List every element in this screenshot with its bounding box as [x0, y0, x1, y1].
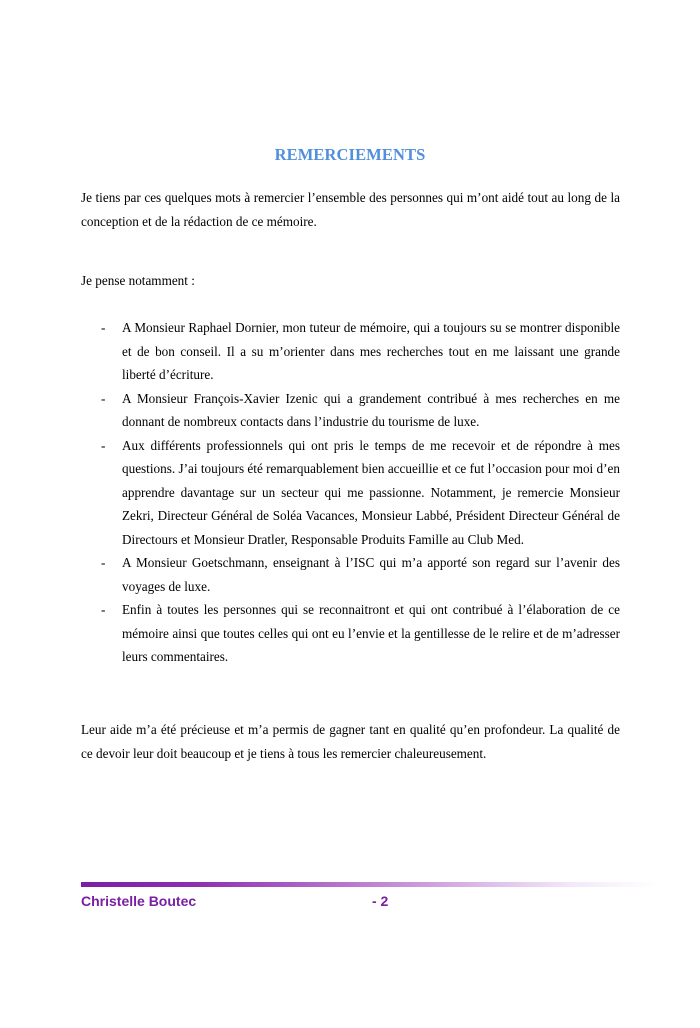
list-item-text: Aux différents professionnels qui ont pris le temps de me recevoir et de répondre à mes questions. J’ai toujours été remarquablement bien accueillie et ce fut l’occasion pour moi d’en apprendre davantage sur un secteur qui me passionne. Notamment, je remercie Monsieur Zekri, Directeur Général de Soléa Vacances, Monsieur Labbé, Président Directeur Général de Directours et Monsieur Dratler, Responsable Produits Famille au Club Med.	[122, 437, 620, 547]
bullet-marker: -	[101, 437, 106, 453]
bullet-marker: -	[101, 555, 106, 570]
footer-page-number: - 2	[372, 893, 389, 909]
list-item	[81, 598, 620, 669]
list-item	[81, 434, 620, 552]
closing-paragraph: Leur aide m’a été précieuse et m’a permis de gagner tant en qualité qu’en profondeur. La qualité de ce devoir leur doit beaucoup et je tiens à tous les remercier chaleureusement.	[81, 722, 620, 761]
list-item-text: A Monsieur Raphael Dornier, mon tuteur de mémoire, qui a toujours su se montrer disponible et de bon conseil. Il a su m’orienter dans mes recherches tout en me laissant une grande liberté d’écriture.	[122, 320, 620, 382]
bullet-marker: -	[101, 602, 106, 617]
list-item	[81, 387, 620, 434]
footer-author: Christelle Boutec	[81, 893, 197, 909]
bullet-marker: -	[101, 390, 106, 406]
bullet-marker: -	[101, 320, 106, 335]
list-item	[81, 316, 620, 387]
list-item	[81, 551, 620, 598]
list-item-text: Enfin à toutes les personnes qui se reconnaitront et qui ont contribué à l’élaboration de ce mémoire ainsi que toutes celles qui ont eu l’envie et la gentillesse de le relire et de m’adresser leurs commentaires.	[122, 602, 620, 664]
acknowledgement-list	[81, 316, 620, 669]
footer-divider	[81, 882, 657, 887]
page-title: REMERCIEMENTS	[274, 145, 426, 164]
lead-paragraph: Je pense notamment :	[81, 273, 195, 288]
list-item-text: A Monsieur Goetschmann, enseignant à l’ISC qui m’a apporté son regard sur l’avenir des voyages de luxe.	[122, 555, 620, 594]
list-item-text: A Monsieur François-Xavier Izenic qui a grandement contribué à mes recherches en me donnant de nombreux contacts dans l’industrie du tourisme de luxe.	[122, 390, 620, 429]
intro-paragraph: Je tiens par ces quelques mots à remercier l’ensemble des personnes qui m’ont aidé tout au long de la conception et de la rédaction de ce mémoire.	[81, 190, 620, 229]
